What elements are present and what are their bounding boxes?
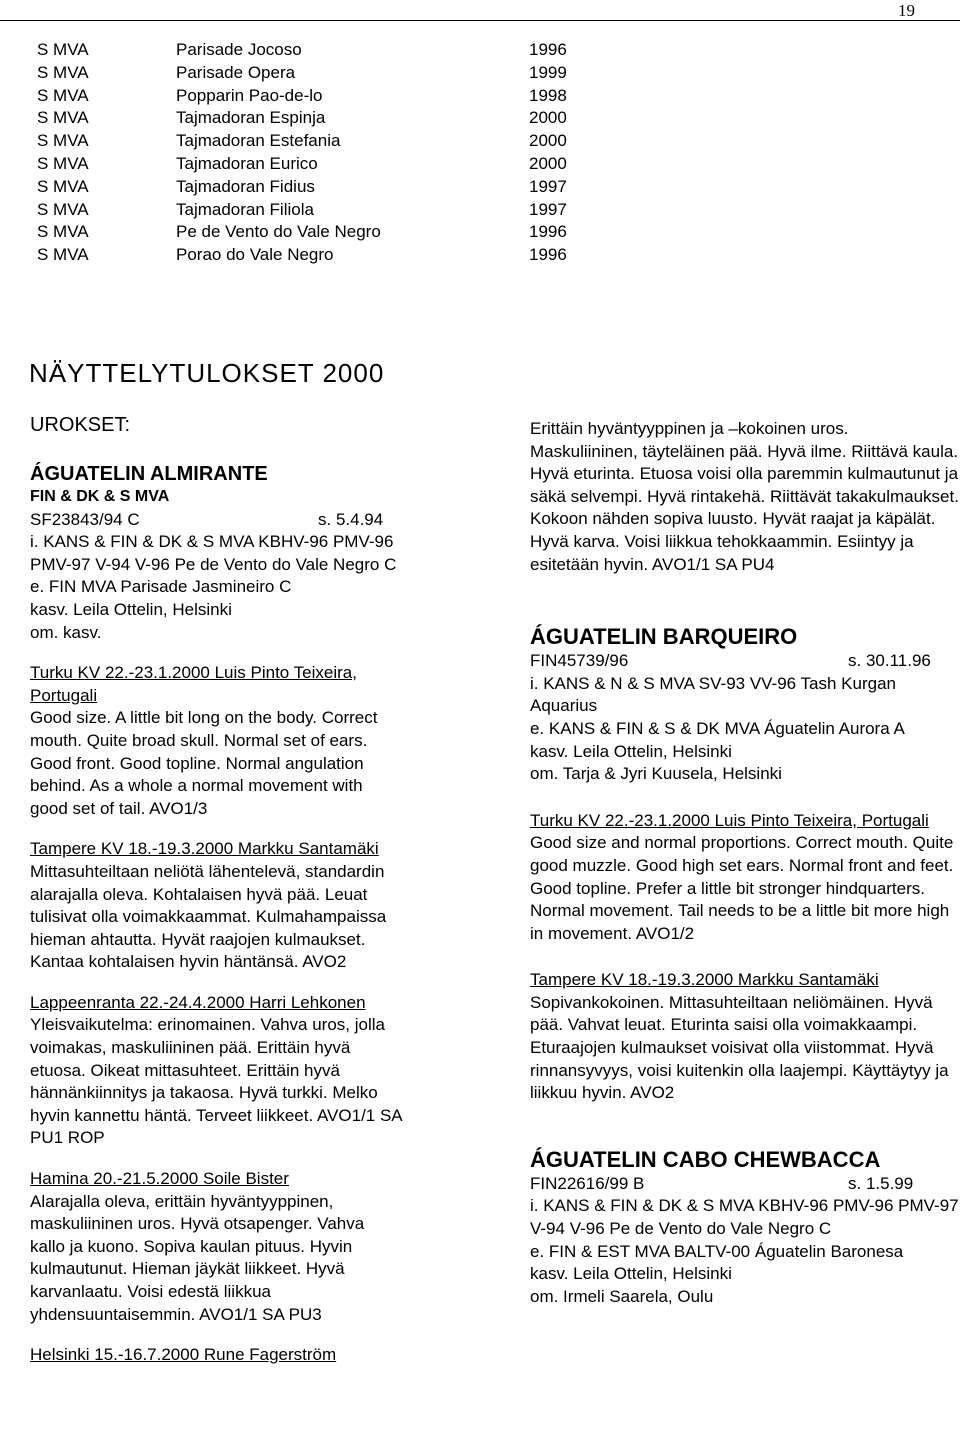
champion-title: S MVA: [37, 245, 89, 265]
dog-name: Parisade Jocoso: [176, 40, 302, 59]
dog-name: Pe de Vento do Vale Negro: [176, 222, 381, 242]
registration-number: SF23843/94 C: [30, 509, 140, 529]
sire: i. KANS & N & S MVA SV-93 VV-96 Tash Kurgan Aquarius: [530, 673, 896, 716]
owner: om. Tarja & Jyri Kuusela, Helsinki: [530, 764, 782, 784]
champion-title: S MVA: [37, 62, 89, 82]
show-header: Turku KV 22.-23.1.2000 Luis Pinto Teixeira, Portugali: [530, 810, 929, 830]
show-header: Lappeenranta 22.-24.4.2000 Harri Lehkonen: [30, 992, 366, 1012]
breeder: kasv. Leila Ottelin, Helsinki: [30, 599, 232, 619]
dog-name: Tajmadoran Espinja: [176, 108, 326, 128]
year: 2000: [529, 108, 567, 128]
champion-title: S MVA: [37, 153, 89, 173]
critique-text: Good size. A little bit long on the body. Correct mouth. Quite broad skull. Normal set of ears. Good front. Good topline. Normal angulation behind. As a whole a normal movement with good set of tail. AVO1/3: [30, 708, 378, 818]
registration-number: FIN22616/99 B: [530, 1173, 645, 1193]
dam: e. FIN MVA Parisade Jasmineiro C: [30, 577, 292, 597]
dog-name: Porao do Vale Negro: [176, 245, 334, 265]
year: 1996: [529, 40, 567, 59]
show-header: Turku KV 22.-23.1.2000 Luis Pinto Teixeira, Portugali: [30, 663, 357, 705]
champion-title: S MVA: [37, 176, 89, 196]
registration-row: [530, 1173, 960, 1196]
year: 2000: [529, 153, 567, 173]
critique-text: Yleisvaikutelma: erinomainen. Vahva uros, jolla voimakas, maskuliininen pää. Erittäin hyvä etuosa. Oikeat mittasuhteet. Erittäin hyvä hännänkiinnitys ja takaosa. Hyvä turkki. Melko hyvin kannettu häntä. Terveet liikkeet. AVO1/1 SA PU1 ROP: [30, 1015, 402, 1148]
registration-number: FIN45739/96: [530, 651, 629, 671]
dam: e. FIN & EST MVA BALTV-00 Águatelin Baronesa: [530, 1241, 904, 1261]
show-header: Tampere KV 18.-19.3.2000 Markku Santamäki: [530, 970, 879, 990]
dog-name-heading: ÁGUATELIN ALMIRANTE: [30, 463, 268, 485]
dog-name: Tajmadoran Filiola: [176, 199, 314, 219]
dog-name: Tajmadoran Eurico: [176, 153, 318, 173]
owner: om. kasv.: [30, 622, 102, 642]
champion-title: S MVA: [37, 40, 89, 59]
sire: i. KANS & FIN & DK & S MVA KBHV-96 PMV-96 PMV-97 V-94 V-96 Pe de Vento do Vale Negro C: [530, 1196, 959, 1239]
champion-title: S MVA: [37, 108, 89, 128]
year: 1997: [529, 199, 567, 219]
champion-title: S MVA: [37, 222, 89, 242]
dog-name: Popparin Pao-de-lo: [176, 85, 323, 105]
critique-text: Erittäin hyväntyyppinen ja –kokoinen uros. Maskuliininen, täyteläinen pää. Hyvä ilme. Riittävä kaula. Hyvä eturinta. Etuosa voisi olla paremmin kulmautunut ja säkä selvempi. Hyvä rintakehä. Riittävät takakulmaukset. Kokoon nähden sopiva luusto. Hyvät raajat ja käpälät. Hyvä karva. Voisi liikkua tehokkaammin. Esiintyy ja esitetään hyvin. AVO1/1 SA PU4: [530, 419, 959, 574]
registration-row: [530, 650, 960, 673]
birth-date: s. 1.5.99: [848, 1173, 914, 1193]
right-column: [530, 418, 960, 1308]
critique-text: Good size and normal proportions. Correct mouth. Quite good muzzle. Good high set ears. Normal front and feet. Good topline. Prefer a little bit stronger hindquarters. Normal movement. Tail needs to be a little bit more high in movement. AVO1/2: [530, 833, 954, 943]
dam: e. KANS & FIN & S & DK MVA Águatelin Aurora A: [530, 718, 905, 738]
year: 1996: [529, 245, 567, 265]
registration-row: [30, 509, 402, 532]
dog-name: Parisade Opera: [176, 62, 296, 82]
birth-date: s. 5.4.94: [318, 509, 384, 529]
show-header: Tampere KV 18.-19.3.2000 Markku Santamäki: [30, 839, 379, 859]
dog-name-heading: ÁGUATELIN BARQUEIRO: [530, 624, 798, 650]
critique-text: Alarajalla oleva, erittäin hyväntyyppinen, maskuliininen uros. Hyvä otsapenger. Vahva kallo ja kuono. Sopiva kaulan pituus. Hyvin kulmautunut. Hieman jäykät liikkeet. Hyvä karvanlaatu. Voisi edestä liikkua yhdensuuntaisemmin. AVO1/1 SA PU3: [30, 1191, 365, 1324]
dog-name-heading: ÁGUATELIN CABO CHEWBACCA: [530, 1146, 881, 1172]
champion-title: S MVA: [37, 131, 89, 151]
year: 1999: [529, 62, 567, 82]
champion-title: S MVA: [37, 199, 89, 219]
dog-name: Tajmadoran Fidius: [176, 176, 315, 196]
year: 1996: [529, 222, 567, 242]
year: 2000: [529, 131, 567, 151]
show-header: Helsinki 15.-16.7.2000 Rune Fagerström: [30, 1345, 337, 1365]
dog-titles: FIN & DK & S MVA: [30, 488, 170, 505]
year: 1997: [529, 176, 567, 196]
breeder: kasv. Leila Ottelin, Helsinki: [530, 1264, 732, 1284]
critique-text: Mittasuhteiltaan neliötä lähentelevä, standardin alarajalla oleva. Kohtalaisen hyvä pää. Leuat tulisivat olla voimakkaammat. Kulmahampaissa hieman ahtautta. Hyvät raajojen kulmaukset. Kantaa kohtalaisen hyvin häntänsä. AVO2: [30, 861, 387, 972]
year: 1998: [529, 85, 567, 105]
critique-text: Sopivankokoinen. Mittasuhteiltaan neliömäinen. Hyvä pää. Vahvat leuat. Eturinta saisi olla voimakkaampi. Eturaajojen kulmaukset voisivat olla viistommat. Hyvä rinnansyvyys, voisi kuitenkin olla laajempi. Käyttäytyy ja liikkuu hyvin. AVO2: [530, 992, 949, 1103]
breeder: kasv. Leila Ottelin, Helsinki: [530, 741, 732, 761]
champion-title: S MVA: [37, 85, 89, 105]
page-number: 19: [898, 1, 915, 20]
birth-date: s. 30.11.96: [848, 651, 931, 671]
section-label: UROKSET:: [30, 414, 131, 436]
page-heading: NÄYTTELYTULOKSET 2000: [29, 358, 385, 388]
dog-name: Tajmadoran Estefania: [176, 131, 341, 151]
owner: om. Irmeli Saarela, Oulu: [530, 1286, 714, 1306]
sire: i. KANS & FIN & DK & S MVA KBHV-96 PMV-96 PMV-97 V-94 V-96 Pe de Vento do Vale Negro C: [30, 532, 397, 574]
left-column: [30, 412, 402, 1367]
header-rule: [0, 20, 960, 21]
show-header: Hamina 20.-21.5.2000 Soile Bister: [30, 1169, 289, 1189]
